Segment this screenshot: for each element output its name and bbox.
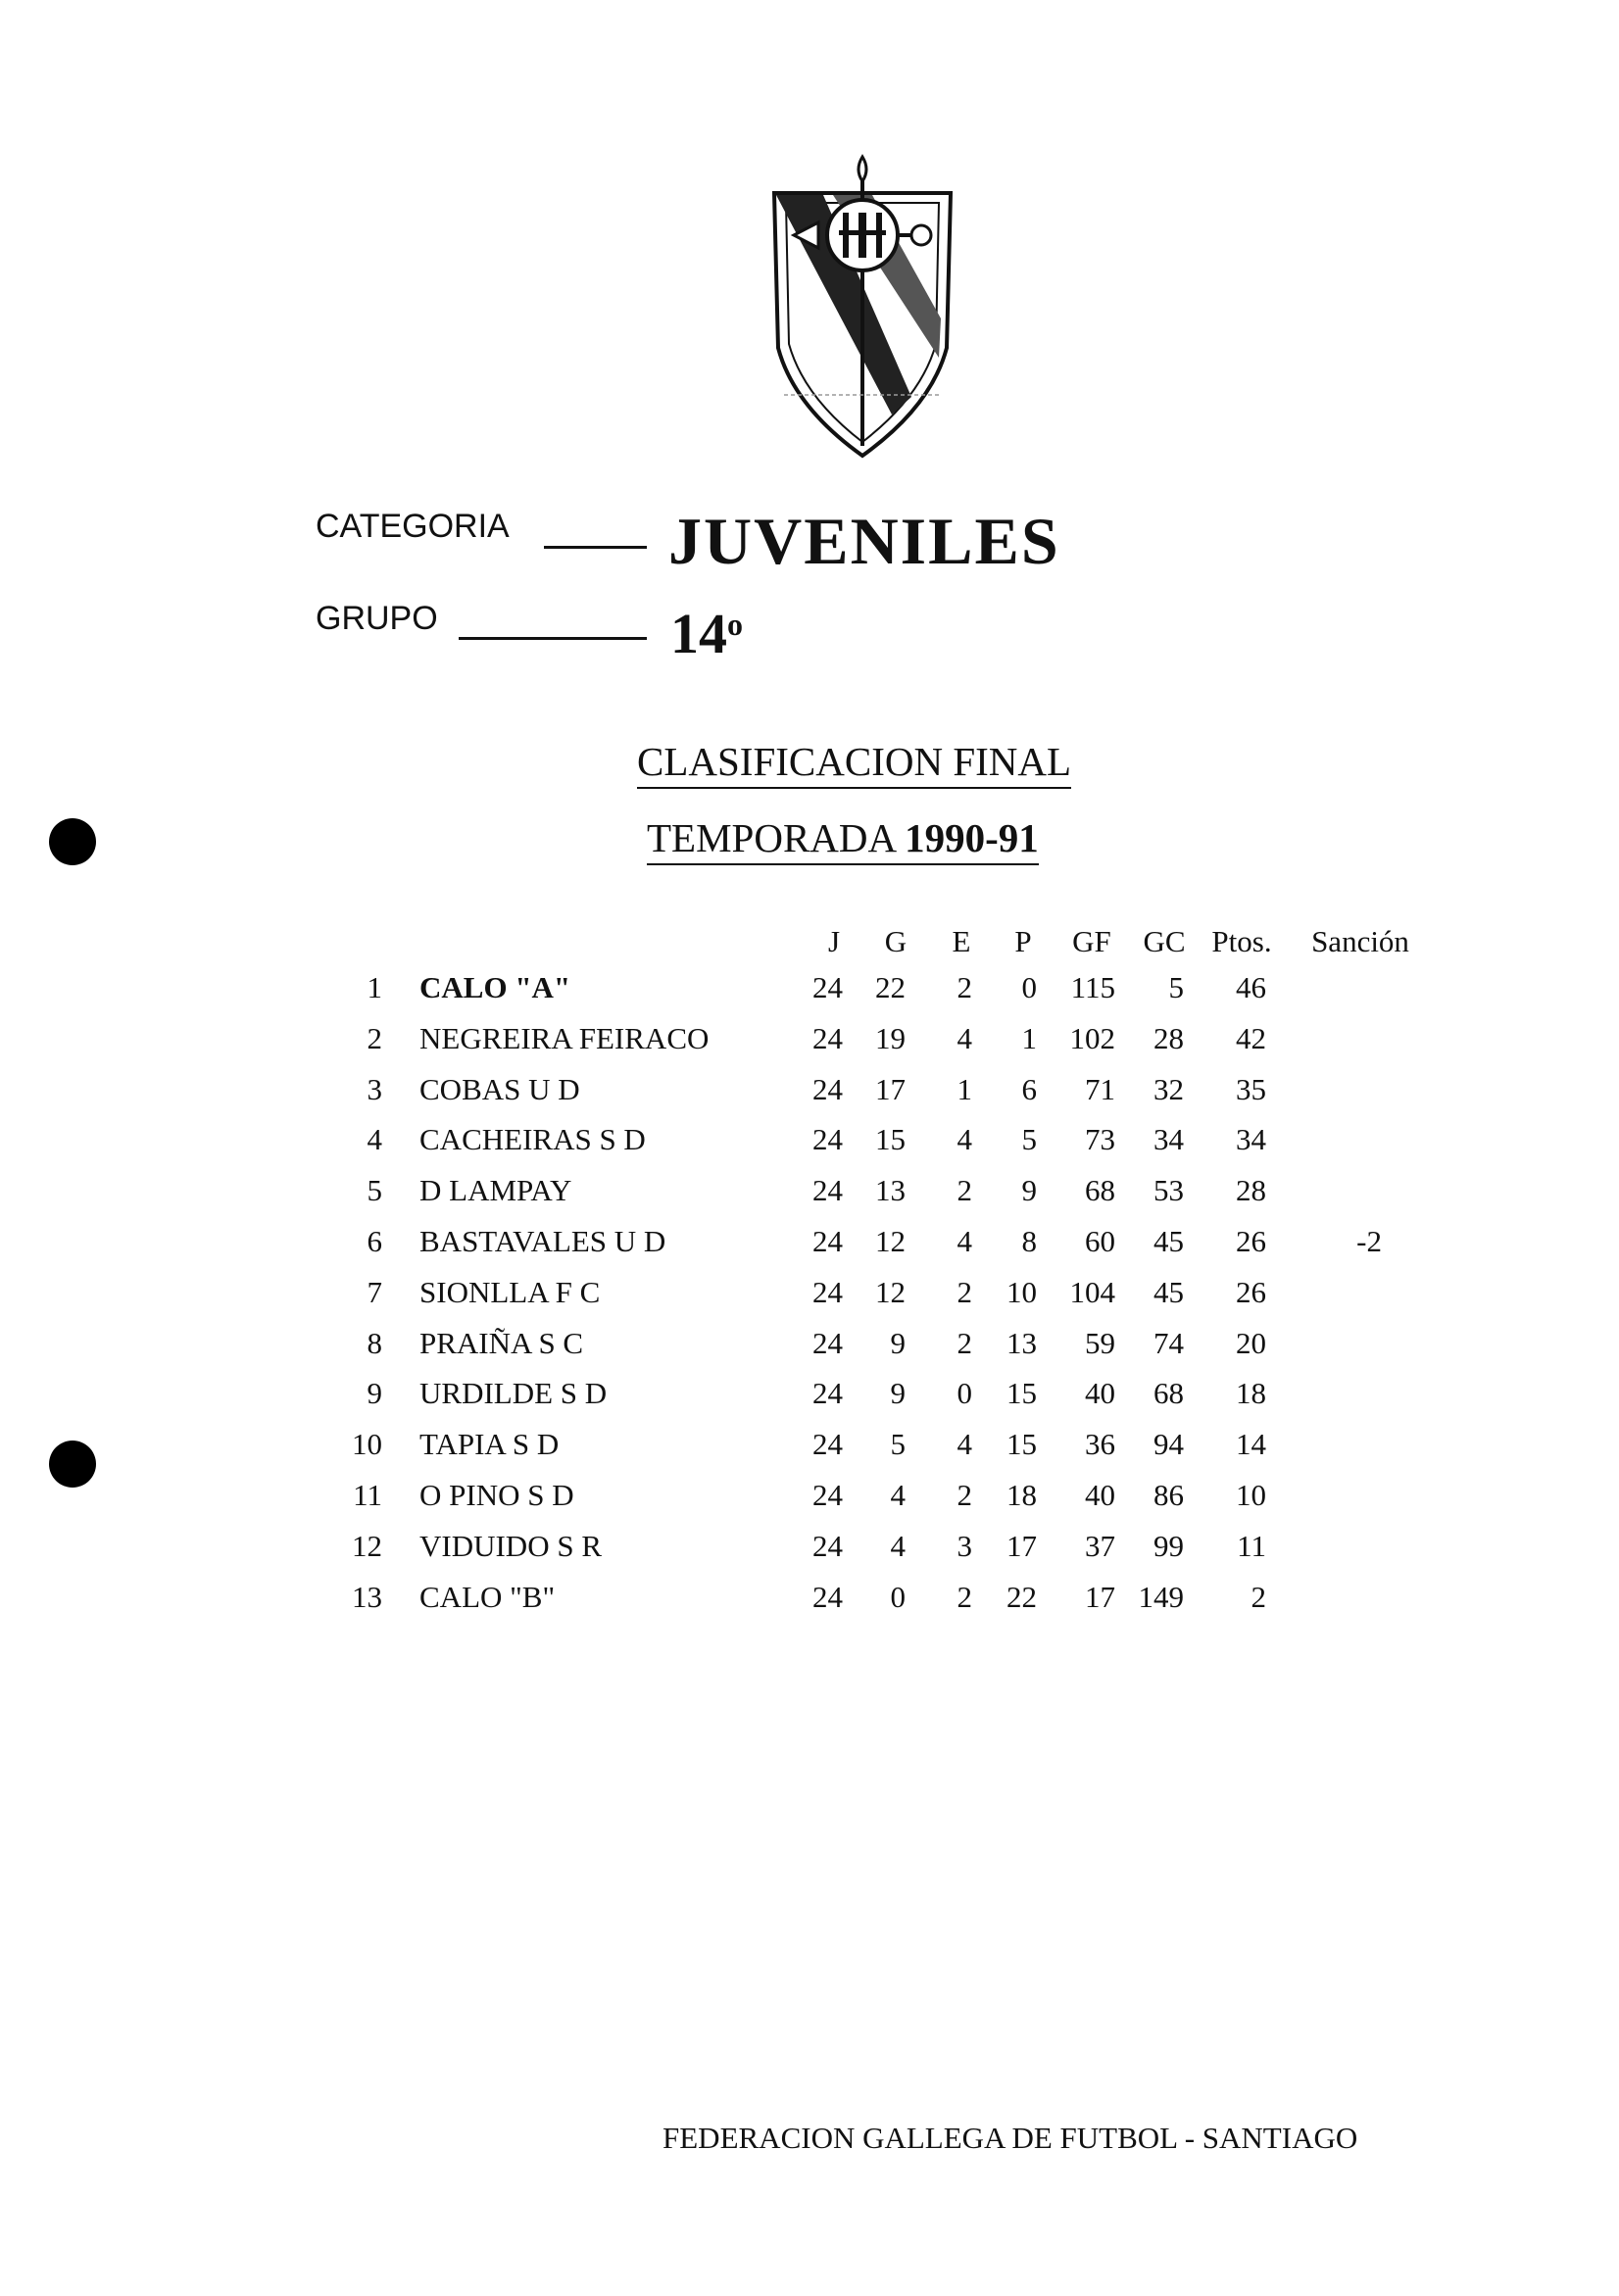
table-cell-gf: 73	[1085, 1122, 1115, 1157]
clasificacion-title: CLASIFICACION FINAL	[637, 738, 1071, 789]
table-row-position: 7	[367, 1274, 382, 1309]
table-row-team: SIONLLA F C	[419, 1274, 601, 1309]
table-cell-g: 4	[890, 1478, 906, 1512]
table-cell-j: 24	[812, 1020, 843, 1055]
column-header-ptos: Ptos.	[1211, 924, 1272, 958]
table-cell-gf: 37	[1085, 1528, 1115, 1563]
column-header-gc: GC	[1143, 924, 1186, 958]
column-header-g: G	[884, 924, 908, 958]
table-cell-gf: 40	[1085, 1478, 1115, 1512]
table-cell-g: 22	[875, 970, 906, 1004]
categoria-label: CATEGORIA	[316, 508, 510, 545]
table-row-position: 6	[367, 1224, 382, 1258]
table-cell-gc: 53	[1153, 1173, 1184, 1208]
table-cell-p: 9	[1021, 1173, 1037, 1208]
temporada-label: TEMPORADA	[647, 815, 906, 860]
table-cell-pts: 46	[1236, 970, 1266, 1004]
table-cell-gc: 94	[1153, 1427, 1184, 1462]
table-cell-p: 13	[1006, 1325, 1037, 1360]
table-cell-pts: 28	[1236, 1173, 1266, 1208]
table-cell-e: 1	[957, 1071, 972, 1106]
temporada-value: 1990-91	[905, 815, 1039, 860]
table-cell-g: 13	[875, 1173, 906, 1208]
table-row-team: BASTAVALES U D	[419, 1224, 666, 1258]
grupo-number: 14	[670, 602, 727, 665]
table-cell-pts: 42	[1236, 1020, 1266, 1055]
table-cell-g: 4	[890, 1528, 906, 1563]
table-row-position: 5	[367, 1173, 382, 1208]
table-row-team: TAPIA S D	[419, 1427, 560, 1462]
table-cell-j: 24	[812, 1122, 843, 1157]
table-cell-j: 24	[812, 1071, 843, 1106]
table-row-position: 4	[367, 1122, 382, 1157]
table-cell-gf: 40	[1085, 1376, 1115, 1411]
table-cell-e: 2	[957, 1173, 972, 1208]
table-cell-g: 0	[890, 1579, 906, 1614]
table-row-team: CACHEIRAS S D	[419, 1122, 646, 1157]
table-cell-e: 4	[957, 1122, 972, 1157]
table-cell-pts: 26	[1236, 1224, 1266, 1258]
table-cell-p: 17	[1006, 1528, 1037, 1563]
table-cell-p: 0	[1021, 970, 1037, 1004]
table-cell-pts: 18	[1236, 1376, 1266, 1411]
table-cell-pts: 2	[1251, 1579, 1266, 1614]
table-cell-p: 22	[1006, 1579, 1037, 1614]
table-cell-pts: 11	[1237, 1528, 1266, 1563]
table-cell-j: 24	[812, 1528, 843, 1563]
table-cell-g: 12	[875, 1224, 906, 1258]
table-cell-p: 1	[1021, 1020, 1037, 1055]
table-cell-gf: 36	[1085, 1427, 1115, 1462]
table-cell-j: 24	[812, 970, 843, 1004]
table-cell-g: 15	[875, 1122, 906, 1157]
table-row-position: 8	[367, 1325, 382, 1360]
table-cell-g: 17	[875, 1071, 906, 1106]
table-cell-e: 2	[957, 1579, 972, 1614]
table-cell-pts: 34	[1236, 1122, 1266, 1157]
table-row-team: PRAIÑA S C	[419, 1325, 584, 1360]
table-cell-j: 24	[812, 1274, 843, 1309]
table-cell-pts: 10	[1236, 1478, 1266, 1512]
table-cell-gc: 45	[1153, 1224, 1184, 1258]
table-row-position: 2	[367, 1020, 382, 1055]
table-cell-g: 12	[875, 1274, 906, 1309]
table-cell-j: 24	[812, 1224, 843, 1258]
categoria-value: JUVENILES	[668, 504, 1060, 578]
table-cell-gc: 45	[1153, 1274, 1184, 1309]
table-cell-pts: 20	[1236, 1325, 1266, 1360]
table-cell-j: 24	[812, 1579, 843, 1614]
table-cell-gf: 60	[1085, 1224, 1115, 1258]
table-cell-e: 0	[957, 1376, 972, 1411]
table-cell-g: 5	[890, 1427, 906, 1462]
table-row-team: COBAS U D	[419, 1071, 580, 1106]
table-cell-p: 18	[1006, 1478, 1037, 1512]
table-cell-gf: 104	[1069, 1274, 1115, 1309]
table-cell-gc: 32	[1153, 1071, 1184, 1106]
table-cell-e: 2	[957, 1478, 972, 1512]
table-cell-g: 9	[890, 1325, 906, 1360]
column-header-gf: GF	[1072, 924, 1111, 958]
table-cell-e: 4	[957, 1427, 972, 1462]
table-cell-pts: 14	[1236, 1427, 1266, 1462]
table-row-team: O PINO S D	[419, 1478, 574, 1512]
table-cell-gc: 68	[1153, 1376, 1184, 1411]
federation-footer: FEDERACION GALLEGA DE FUTBOL - SANTIAGO	[662, 2121, 1358, 2155]
table-cell-pts: 35	[1236, 1071, 1266, 1106]
table-row-team: CALO "B"	[419, 1579, 556, 1614]
table-cell-pts: 26	[1236, 1274, 1266, 1309]
table-row-position: 11	[353, 1478, 382, 1512]
table-cell-p: 5	[1021, 1122, 1037, 1157]
table-cell-sancion: -2	[1356, 1224, 1382, 1258]
column-header-j: J	[827, 924, 841, 958]
table-cell-p: 6	[1021, 1071, 1037, 1106]
column-header-e: E	[952, 924, 971, 958]
table-row-team: URDILDE S D	[419, 1376, 608, 1411]
table-cell-gc: 34	[1153, 1122, 1184, 1157]
table-row-position: 3	[367, 1071, 382, 1106]
table-cell-j: 24	[812, 1325, 843, 1360]
table-cell-gc: 99	[1153, 1528, 1184, 1563]
table-row-team: D LAMPAY	[419, 1173, 572, 1208]
table-cell-e: 4	[957, 1224, 972, 1258]
table-cell-p: 15	[1006, 1376, 1037, 1411]
table-row-position: 10	[352, 1427, 382, 1462]
grupo-ordinal: o	[727, 607, 743, 642]
grupo-label: GRUPO	[316, 600, 438, 637]
table-cell-gc: 5	[1168, 970, 1184, 1004]
table-cell-gf: 59	[1085, 1325, 1115, 1360]
table-cell-g: 9	[890, 1376, 906, 1411]
table-cell-e: 2	[957, 970, 972, 1004]
table-cell-gf: 102	[1069, 1020, 1115, 1055]
table-cell-gf: 68	[1085, 1173, 1115, 1208]
table-cell-gc: 74	[1153, 1325, 1184, 1360]
table-cell-e: 3	[957, 1528, 972, 1563]
table-row-team: CALO "A"	[419, 970, 571, 1004]
table-cell-gf: 71	[1085, 1071, 1115, 1106]
table-cell-j: 24	[812, 1478, 843, 1512]
table-row-position: 9	[367, 1376, 382, 1411]
table-cell-e: 4	[957, 1020, 972, 1055]
table-cell-gf: 17	[1085, 1579, 1115, 1614]
table-row-position: 12	[352, 1528, 382, 1563]
table-cell-g: 19	[875, 1020, 906, 1055]
table-cell-j: 24	[812, 1427, 843, 1462]
table-cell-gc: 149	[1138, 1579, 1184, 1614]
table-cell-gf: 115	[1070, 970, 1115, 1004]
table-cell-p: 8	[1021, 1224, 1037, 1258]
column-header-p: P	[1014, 924, 1032, 958]
table-cell-e: 2	[957, 1325, 972, 1360]
table-row-team: VIDUIDO S R	[419, 1528, 602, 1563]
table-cell-j: 24	[812, 1376, 843, 1411]
table-cell-p: 10	[1006, 1274, 1037, 1309]
table-row-position: 1	[367, 970, 382, 1004]
table-row-position: 13	[352, 1579, 382, 1614]
table-row-team: NEGREIRA FEIRACO	[419, 1020, 710, 1055]
table-cell-gc: 28	[1153, 1020, 1184, 1055]
table-cell-gc: 86	[1153, 1478, 1184, 1512]
table-cell-p: 15	[1006, 1427, 1037, 1462]
table-cell-e: 2	[957, 1274, 972, 1309]
table-cell-j: 24	[812, 1173, 843, 1208]
column-header-sancion: Sanción	[1311, 924, 1409, 958]
